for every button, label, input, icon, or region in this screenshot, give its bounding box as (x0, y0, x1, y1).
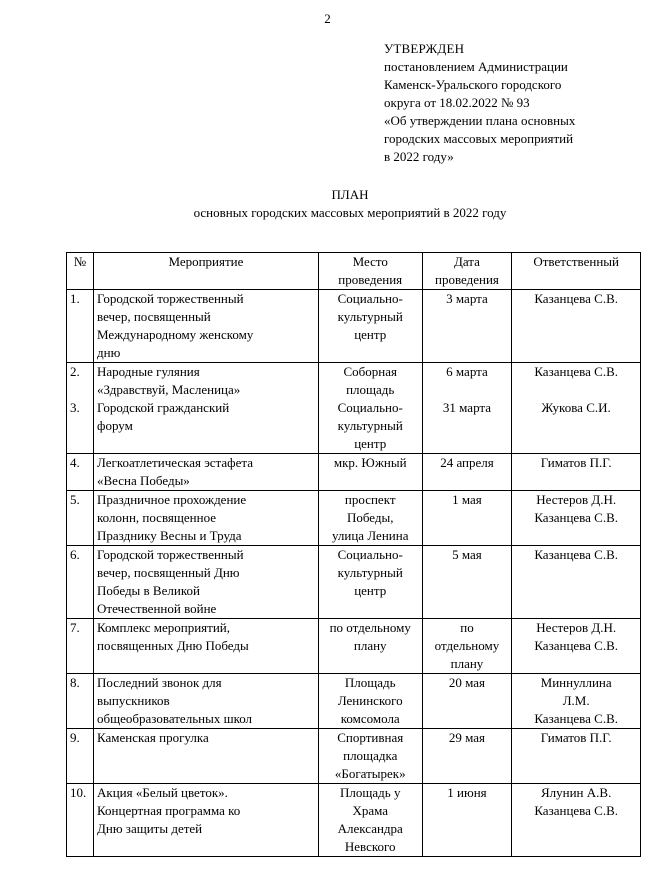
cell-event-line: Праздничное прохождение (97, 492, 247, 507)
cell-event-line: «Здравствуй, Масленица» (97, 382, 241, 397)
header-place-line: Место (352, 254, 388, 269)
cell-event-line: «Весна Победы» (97, 473, 190, 488)
cell-place-line: культурный (337, 309, 403, 324)
cell-event-line: выпускников (97, 693, 170, 708)
cell-date (422, 784, 512, 857)
cell-number-line: 10. (70, 785, 87, 800)
cell-event (94, 363, 319, 454)
cell-responsible (512, 546, 641, 619)
cell-event-line: Комплекс мероприятий, (97, 620, 230, 635)
cell-event (94, 619, 319, 674)
cell-event-line: Легкоатлетическая эстафета (97, 455, 253, 470)
cell-event-line: Международному женскому (97, 327, 254, 342)
cell-event-line: форум (97, 418, 133, 433)
cell-event-line: Последний звонок для (97, 675, 222, 690)
cell-event-line: Дню защиты детей (97, 821, 203, 836)
approval-line: городских массовых мероприятий (384, 131, 574, 146)
cell-place-line: Социально- (337, 547, 403, 562)
approval-line: в 2022 году» (384, 149, 454, 164)
cell-responsible (512, 674, 641, 729)
cell-event (94, 290, 319, 363)
cell-place (318, 454, 422, 491)
cell-responsible-line: Казанцева С.В. (534, 547, 618, 562)
cell-place-line: Храма (352, 803, 389, 818)
header-date (422, 253, 512, 290)
cell-number-line: 9. (70, 730, 80, 745)
cell-number-line: 5. (70, 492, 80, 507)
cell-place (318, 546, 422, 619)
cell-responsible-line: Гиматов П.Г. (540, 455, 612, 470)
cell-event-line: Народные гуляния (97, 364, 200, 379)
cell-responsible-line: Гиматов П.Г. (540, 730, 612, 745)
spacer (515, 381, 637, 399)
cell-place-line: культурный (337, 418, 403, 433)
cell-date (422, 619, 512, 674)
plan-title: ПЛАН (331, 187, 369, 202)
table-row (67, 546, 641, 619)
header-date-line: Дата (454, 254, 480, 269)
cell-date (422, 546, 512, 619)
page-number: 2 (324, 11, 331, 26)
cell-date (422, 363, 512, 454)
cell-event-line: колонн, посвященное (97, 510, 217, 525)
cell-place-line: проспект (344, 492, 396, 507)
cell-date-line: 20 мая (448, 675, 486, 690)
cell-responsible (512, 729, 641, 784)
cell-number (67, 674, 94, 729)
cell-event-line: вечер, посвященный (97, 309, 211, 324)
plan-subtitle: основных городских массовых мероприятий в 2022 году (193, 205, 507, 220)
cell-responsible-line: Жукова С.И. (541, 400, 611, 415)
cell-event-line: Городской торжественный (97, 547, 244, 562)
cell-responsible-line: Казанцева С.В. (534, 711, 618, 726)
table-row (67, 454, 641, 491)
header-date-line: проведения (435, 272, 499, 287)
cell-event-line: посвященных Дню Победы (97, 638, 249, 653)
cell-number (67, 546, 94, 619)
cell-responsible-line: Миннуллина (540, 675, 612, 690)
approval-line: «Об утверждении плана основных (384, 113, 576, 128)
header-responsible: Ответственный (512, 253, 641, 290)
cell-place-line: плану (353, 638, 387, 653)
cell-place-line: Социально- (337, 400, 403, 415)
cell-number (67, 491, 94, 546)
cell-event (94, 491, 319, 546)
cell-place-line: Социально- (337, 291, 403, 306)
cell-number-line: 4. (70, 455, 80, 470)
cell-responsible-line: Ялунин А.В. (540, 785, 612, 800)
cell-date-line: плану (450, 656, 484, 671)
approval-line: постановлением Администрации (384, 59, 568, 74)
cell-responsible (512, 784, 641, 857)
cell-number-line: 8. (70, 675, 80, 690)
cell-place-line: площадка (343, 748, 398, 763)
cell-number (67, 454, 94, 491)
header-number: № (67, 253, 94, 290)
cell-number (67, 290, 94, 363)
cell-place (318, 619, 422, 674)
cell-number (67, 784, 94, 857)
cell-responsible-line: Казанцева С.В. (534, 364, 618, 379)
header-place (318, 253, 422, 290)
cell-responsible (512, 491, 641, 546)
cell-number (67, 619, 94, 674)
cell-event-line: Концертная программа ко (97, 803, 241, 818)
cell-event-line: общеобразовательных школ (97, 711, 253, 726)
cell-place-line: Невского (344, 839, 396, 854)
table-row (67, 363, 641, 454)
cell-date (422, 674, 512, 729)
cell-date-line: 31 марта (442, 400, 492, 415)
cell-number-line: 6. (70, 547, 80, 562)
cell-date (422, 454, 512, 491)
cell-place-line: центр (354, 436, 387, 451)
cell-place-line: улица Ленина (331, 528, 409, 543)
cell-event-line: дню (97, 345, 121, 360)
cell-event (94, 674, 319, 729)
cell-date (422, 729, 512, 784)
cell-responsible (512, 363, 641, 454)
table-row (67, 729, 641, 784)
cell-date-line: отдельному (434, 638, 500, 653)
table-row (67, 784, 641, 857)
cell-date-line: 1 июня (447, 785, 487, 800)
cell-place-line: Ленинского (337, 693, 403, 708)
cell-place (318, 729, 422, 784)
cell-place-line: Победы, (346, 510, 394, 525)
header-place-line: проведения (338, 272, 403, 287)
cell-event-line: Отечественной войне (97, 601, 217, 616)
cell-number-line: 1. (70, 291, 80, 306)
cell-place-line: центр (354, 583, 387, 598)
cell-responsible-line: Казанцева С.В. (534, 638, 618, 653)
cell-event-line: Победы в Великой (97, 583, 200, 598)
cell-place-line: Соборная (343, 364, 397, 379)
cell-responsible-line: Казанцева С.В. (534, 291, 618, 306)
cell-number-line: 7. (70, 620, 80, 635)
cell-number (67, 363, 94, 454)
cell-event-line: Каменская прогулка (97, 730, 209, 745)
spacer (426, 381, 509, 399)
cell-place-line: площадь (346, 382, 395, 397)
cell-date-line: 5 мая (452, 547, 482, 562)
cell-date-line: 6 марта (446, 364, 488, 379)
cell-responsible (512, 290, 641, 363)
cell-responsible (512, 454, 641, 491)
cell-place (318, 491, 422, 546)
table-row (67, 619, 641, 674)
cell-place-line: мкр. Южный (333, 455, 407, 470)
cell-event-line: Празднику Весны и Труда (97, 528, 242, 543)
table-body (67, 290, 641, 857)
cell-event (94, 546, 319, 619)
cell-responsible-line: Казанцева С.В. (534, 803, 618, 818)
cell-number-line: 2. (70, 364, 80, 379)
cell-place (318, 674, 422, 729)
cell-number-line: 3. (70, 400, 80, 415)
table-row (67, 674, 641, 729)
cell-responsible-line: Нестеров Д.Н. (536, 620, 617, 635)
approval-block (384, 40, 646, 166)
cell-event-line: Городской торжественный (97, 291, 244, 306)
cell-place-line: Спортивная (337, 730, 404, 745)
cell-event-line: вечер, посвященный Дню (97, 565, 240, 580)
header-event: Мероприятие (94, 253, 319, 290)
approval-line: округа от 18.02.2022 № 93 (384, 95, 530, 110)
cell-place-line: центр (354, 327, 387, 342)
cell-date-line: 1 мая (452, 492, 482, 507)
cell-responsible-line: Нестеров Д.Н. (536, 492, 617, 507)
cell-responsible (512, 619, 641, 674)
cell-place-line: Площадь у (340, 785, 401, 800)
cell-date (422, 290, 512, 363)
events-table (66, 252, 641, 857)
cell-event (94, 454, 319, 491)
table-row (67, 491, 641, 546)
cell-event-line: Акция «Белый цветок». (97, 785, 228, 800)
cell-event (94, 729, 319, 784)
cell-place-line: по отдельному (329, 620, 411, 635)
cell-place-line: комсомола (340, 711, 400, 726)
cell-date (422, 491, 512, 546)
cell-place (318, 290, 422, 363)
spacer (70, 381, 90, 399)
cell-place-line: «Богатырек» (334, 766, 406, 781)
cell-place (318, 363, 422, 454)
table-header-row (67, 253, 641, 290)
approval-line: Каменск-Уральского городского (384, 77, 562, 92)
cell-responsible-line: Л.М. (562, 693, 590, 708)
cell-event (94, 784, 319, 857)
cell-date-line: по (460, 620, 474, 635)
cell-event-line: Городской гражданский (97, 400, 230, 415)
cell-place-line: культурный (337, 565, 403, 580)
cell-number (67, 729, 94, 784)
cell-date-line: 29 мая (448, 730, 486, 745)
cell-place-line: Александра (337, 821, 403, 836)
table-row (67, 290, 641, 363)
cell-date-line: 24 апреля (440, 455, 494, 470)
cell-date-line: 3 марта (446, 291, 488, 306)
approval-heading: УТВЕРЖДЕН (384, 41, 465, 56)
cell-place-line: Площадь (344, 675, 396, 690)
cell-responsible-line: Казанцева С.В. (534, 510, 618, 525)
cell-place (318, 784, 422, 857)
